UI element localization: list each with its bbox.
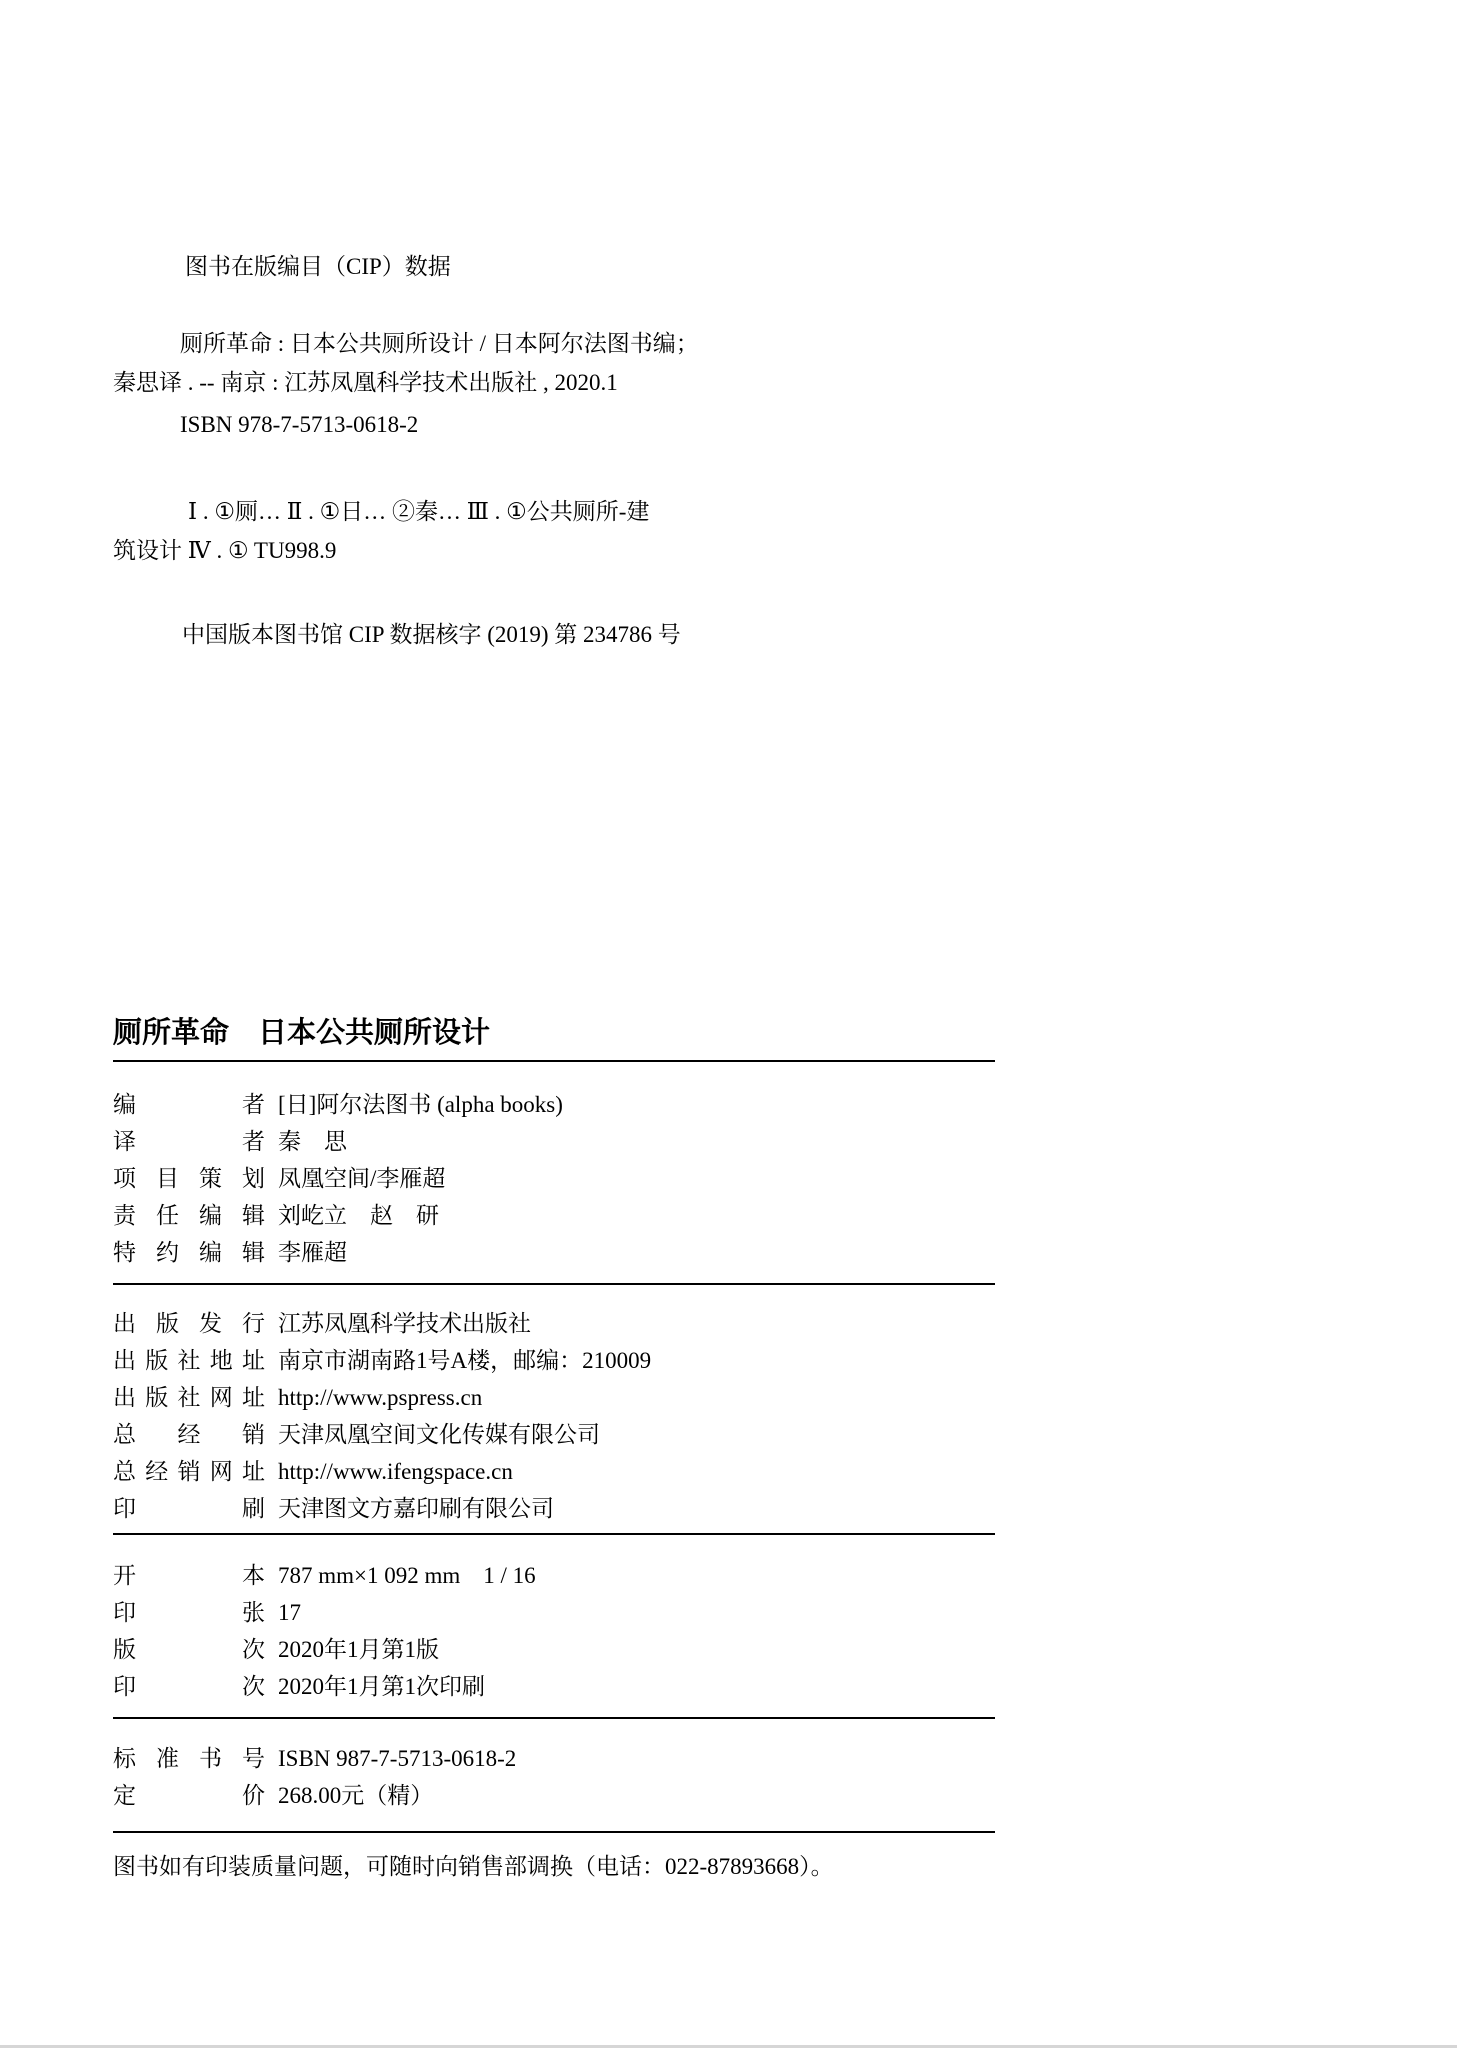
divider-rule-3 xyxy=(113,1533,995,1535)
field-value: [日]阿尔法图书 (alpha books) xyxy=(278,1092,563,1117)
field-label: 出版发行 xyxy=(113,1311,265,1336)
field-label: 责任编辑 xyxy=(113,1203,265,1228)
row-impression xyxy=(113,1668,995,1705)
field-label: 定价 xyxy=(113,1783,265,1808)
field-label: 译者 xyxy=(113,1129,265,1154)
cip-classification-line-2: 筑设计 Ⅳ . ① TU998.9 xyxy=(113,538,337,563)
row-distributor-website xyxy=(113,1453,995,1490)
field-label: 印张 xyxy=(113,1600,265,1625)
field-label: 印次 xyxy=(113,1674,265,1699)
field-label: 特约编辑 xyxy=(113,1240,265,1265)
colophon-group-publishing xyxy=(113,1305,995,1527)
field-label: 总经销网址 xyxy=(113,1459,265,1484)
colophon-group-isbn-price xyxy=(113,1740,995,1814)
colophon-block xyxy=(113,1015,995,1885)
field-label: 出版社网址 xyxy=(113,1385,265,1410)
cip-isbn: ISBN 978-7-5713-0618-2 xyxy=(180,412,419,437)
row-editor xyxy=(113,1086,995,1123)
field-label: 总经销 xyxy=(113,1422,265,1447)
cip-record-line-2: 秦思译 . -- 南京 : 江苏凤凰科学技术出版社 , 2020.1 xyxy=(113,370,618,395)
divider-rule-2 xyxy=(113,1283,995,1285)
field-value: 李雁超 xyxy=(278,1240,347,1265)
field-value: 17 xyxy=(278,1600,301,1625)
field-value: 凤凰空间/李雁超 xyxy=(278,1166,446,1191)
quality-exchange-note: 图书如有印装质量问题，可随时向销售部调换（电话：022-87893668）。 xyxy=(113,1854,834,1879)
row-price xyxy=(113,1777,995,1814)
field-value: 2020年1月第1次印刷 xyxy=(278,1674,485,1699)
field-value: 2020年1月第1版 xyxy=(278,1637,439,1662)
field-value: 天津凤凰空间文化传媒有限公司 xyxy=(278,1422,600,1447)
field-value: http://www.ifengspace.cn xyxy=(278,1459,513,1484)
field-value: 江苏凤凰科学技术出版社 xyxy=(278,1311,531,1336)
field-label: 版次 xyxy=(113,1637,265,1662)
row-executive-editor xyxy=(113,1197,995,1234)
row-publisher-website xyxy=(113,1379,995,1416)
cip-record-line-1: 厕所革命 : 日本公共厕所设计 / 日本阿尔法图书编； xyxy=(180,331,699,356)
row-publisher-address xyxy=(113,1342,995,1379)
field-value: 787 mm×1 092 mm 1 / 16 xyxy=(278,1563,536,1588)
row-publisher xyxy=(113,1305,995,1342)
cip-record-number: 中国版本图书馆 CIP 数据核字 (2019) 第 234786 号 xyxy=(182,622,681,647)
row-standard-isbn xyxy=(113,1740,995,1777)
field-label: 出版社地址 xyxy=(113,1348,265,1373)
cip-data-block xyxy=(113,247,1018,654)
field-value: 268.00元（精） xyxy=(278,1783,434,1808)
row-printer xyxy=(113,1490,995,1527)
divider-rule-4 xyxy=(113,1717,995,1719)
field-label: 编者 xyxy=(113,1092,265,1117)
divider-rule-5 xyxy=(113,1831,995,1833)
row-project-planner xyxy=(113,1160,995,1197)
row-contributing-editor xyxy=(113,1234,995,1271)
colophon-group-printing xyxy=(113,1557,995,1705)
divider-rule-1 xyxy=(113,1060,995,1062)
colophon-group-credits xyxy=(113,1086,995,1271)
row-printed-sheets xyxy=(113,1594,995,1631)
field-value: 刘屹立 赵 研 xyxy=(278,1203,439,1228)
field-value: 秦 思 xyxy=(278,1129,347,1154)
field-value: 天津图文方嘉印刷有限公司 xyxy=(278,1496,554,1521)
field-value: http://www.pspress.cn xyxy=(278,1385,483,1410)
field-label: 开本 xyxy=(113,1563,265,1588)
field-label: 项目策划 xyxy=(113,1166,265,1191)
row-format xyxy=(113,1557,995,1594)
row-edition xyxy=(113,1631,995,1668)
book-title: 厕所革命 日本公共厕所设计 xyxy=(113,1017,491,1049)
field-value: ISBN 987-7-5713-0618-2 xyxy=(278,1746,517,1771)
field-value: 南京市湖南路1号A楼，邮编：210009 xyxy=(278,1348,652,1373)
field-label: 印刷 xyxy=(113,1496,265,1521)
row-translator xyxy=(113,1123,995,1160)
field-label: 标准书号 xyxy=(113,1746,265,1771)
cip-classification-line-1: Ⅰ . ①厕… Ⅱ . ①日… ②秦… Ⅲ . ①公共厕所-建 xyxy=(188,499,650,524)
row-distributor xyxy=(113,1416,995,1453)
cip-header: 图书在版编目（CIP）数据 xyxy=(185,254,451,279)
